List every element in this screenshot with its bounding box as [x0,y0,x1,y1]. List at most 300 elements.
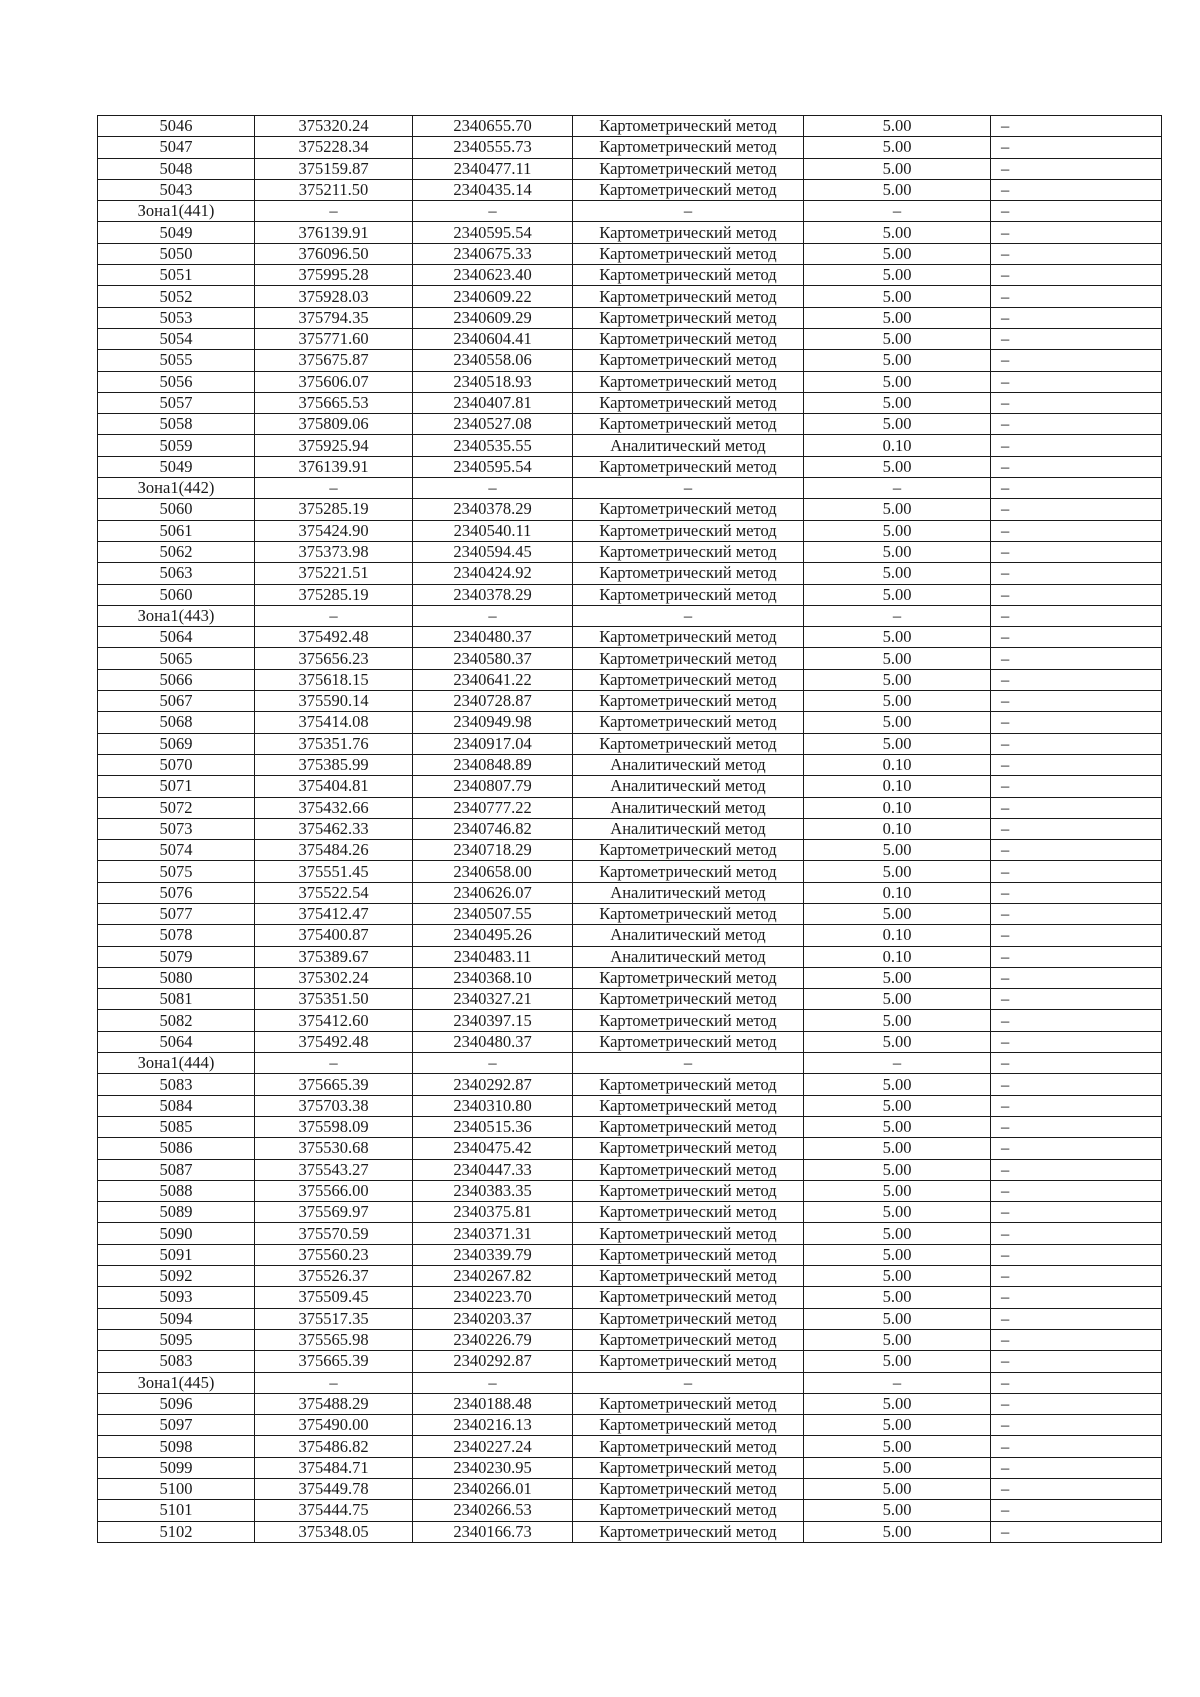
method-cell: Картометрический метод [573,541,804,562]
table-row [98,733,1162,754]
y-coordinate-cell: 2340949.98 [413,712,573,733]
x-coordinate-cell: 375221.51 [255,563,413,584]
x-coordinate-cell: – [255,605,413,626]
method-cell: Картометрический метод [573,499,804,520]
y-coordinate-cell: 2340609.22 [413,286,573,307]
note-cell: – [991,350,1162,371]
point-number-cell: 5101 [98,1500,255,1521]
point-number-cell: 5087 [98,1159,255,1180]
note-cell: – [991,1436,1162,1457]
method-cell: Картометрический метод [573,1095,804,1116]
method-cell: Картометрический метод [573,371,804,392]
method-cell: – [573,478,804,499]
table-row [98,1521,1162,1542]
x-coordinate-cell: 375484.71 [255,1457,413,1478]
x-coordinate-cell: 375320.24 [255,116,413,137]
accuracy-cell: 5.00 [804,648,991,669]
x-coordinate-cell: 375522.54 [255,882,413,903]
note-cell: – [991,776,1162,797]
point-number-cell: 5091 [98,1244,255,1265]
note-cell: – [991,1500,1162,1521]
y-coordinate-cell: 2340777.22 [413,797,573,818]
point-number-cell: 5080 [98,967,255,988]
point-number-cell: 5076 [98,882,255,903]
accuracy-cell: 5.00 [804,669,991,690]
accuracy-cell: 5.00 [804,1308,991,1329]
table-row [98,563,1162,584]
table-row [98,1415,1162,1436]
method-cell: Аналитический метод [573,882,804,903]
y-coordinate-cell: – [413,605,573,626]
note-cell: – [991,1244,1162,1265]
table-row [98,1010,1162,1031]
x-coordinate-cell: 375449.78 [255,1479,413,1500]
x-coordinate-cell: 375606.07 [255,371,413,392]
accuracy-cell: 0.10 [804,946,991,967]
accuracy-cell: 5.00 [804,1180,991,1201]
coordinates-table [97,115,1162,1543]
table-row [98,520,1162,541]
method-cell: – [573,605,804,626]
x-coordinate-cell: 376139.91 [255,456,413,477]
method-cell: Картометрический метод [573,137,804,158]
point-number-cell: 5094 [98,1308,255,1329]
table-row [98,371,1162,392]
table-row [98,392,1162,413]
y-coordinate-cell: 2340495.26 [413,925,573,946]
table-row [98,1244,1162,1265]
accuracy-cell: 5.00 [804,222,991,243]
accuracy-cell: 5.00 [804,116,991,137]
x-coordinate-cell: 375675.87 [255,350,413,371]
y-coordinate-cell: 2340917.04 [413,733,573,754]
x-coordinate-cell: 375285.19 [255,499,413,520]
y-coordinate-cell: 2340746.82 [413,818,573,839]
y-coordinate-cell: 2340227.24 [413,1436,573,1457]
accuracy-cell: – [804,1053,991,1074]
y-coordinate-cell: 2340540.11 [413,520,573,541]
x-coordinate-cell: 375928.03 [255,286,413,307]
y-coordinate-cell: 2340609.29 [413,307,573,328]
point-number-cell: 5079 [98,946,255,967]
point-number-cell: 5052 [98,286,255,307]
point-number-cell: 5067 [98,691,255,712]
accuracy-cell: – [804,201,991,222]
method-cell: Картометрический метод [573,222,804,243]
point-number-cell: 5086 [98,1138,255,1159]
point-number-cell: 5064 [98,627,255,648]
note-cell: – [991,371,1162,392]
table-row [98,1393,1162,1414]
accuracy-cell: – [804,605,991,626]
note-cell: – [991,989,1162,1010]
table-row [98,541,1162,562]
x-coordinate-cell: 375348.05 [255,1521,413,1542]
y-coordinate-cell: 2340507.55 [413,903,573,924]
note-cell: – [991,903,1162,924]
note-cell: – [991,818,1162,839]
method-cell: Картометрический метод [573,967,804,988]
method-cell: Картометрический метод [573,584,804,605]
accuracy-cell: 5.00 [804,1393,991,1414]
table-row [98,1138,1162,1159]
table-row [98,222,1162,243]
point-number-cell: 5097 [98,1415,255,1436]
method-cell: Картометрический метод [573,243,804,264]
accuracy-cell: 5.00 [804,456,991,477]
method-cell: Картометрический метод [573,1244,804,1265]
y-coordinate-cell: 2340595.54 [413,222,573,243]
accuracy-cell: 0.10 [804,882,991,903]
method-cell: Картометрический метод [573,1500,804,1521]
point-number-cell: 5082 [98,1010,255,1031]
x-coordinate-cell: 375566.00 [255,1180,413,1201]
note-cell: – [991,797,1162,818]
zone-header-row [98,1053,1162,1074]
accuracy-cell: 5.00 [804,1074,991,1095]
table-row [98,1116,1162,1137]
x-coordinate-cell: – [255,1372,413,1393]
x-coordinate-cell: 375373.98 [255,541,413,562]
point-number-cell: 5071 [98,776,255,797]
method-cell: Картометрический метод [573,563,804,584]
note-cell: – [991,627,1162,648]
note-cell: – [991,1074,1162,1095]
note-cell: – [991,712,1162,733]
table-row [98,499,1162,520]
note-cell: – [991,1393,1162,1414]
x-coordinate-cell: 375404.81 [255,776,413,797]
x-coordinate-cell: 375590.14 [255,691,413,712]
x-coordinate-cell: 375462.33 [255,818,413,839]
y-coordinate-cell: 2340435.14 [413,179,573,200]
point-number-cell: 5098 [98,1436,255,1457]
accuracy-cell: 5.00 [804,1031,991,1052]
table-row [98,328,1162,349]
note-cell: – [991,435,1162,456]
x-coordinate-cell: – [255,478,413,499]
point-number-cell: 5048 [98,158,255,179]
table-row [98,350,1162,371]
note-cell: – [991,1415,1162,1436]
y-coordinate-cell: 2340655.70 [413,116,573,137]
x-coordinate-cell: 375444.75 [255,1500,413,1521]
y-coordinate-cell: 2340339.79 [413,1244,573,1265]
note-cell: – [991,1479,1162,1500]
note-cell: – [991,1095,1162,1116]
note-cell: – [991,1351,1162,1372]
x-coordinate-cell: – [255,201,413,222]
method-cell: Картометрический метод [573,307,804,328]
x-coordinate-cell: 375665.39 [255,1074,413,1095]
point-number-cell: 5054 [98,328,255,349]
method-cell: Аналитический метод [573,435,804,456]
point-number-cell: 5063 [98,563,255,584]
y-coordinate-cell: 2340848.89 [413,754,573,775]
table-row [98,179,1162,200]
y-coordinate-cell: 2340407.81 [413,392,573,413]
table-row [98,265,1162,286]
y-coordinate-cell: 2340555.73 [413,137,573,158]
point-number-cell: 5043 [98,179,255,200]
method-cell: Картометрический метод [573,1308,804,1329]
note-cell: – [991,691,1162,712]
x-coordinate-cell: 375771.60 [255,328,413,349]
point-number-cell: 5075 [98,861,255,882]
accuracy-cell: 5.00 [804,1010,991,1031]
note-cell: – [991,1159,1162,1180]
y-coordinate-cell: 2340292.87 [413,1351,573,1372]
note-cell: – [991,116,1162,137]
table-row [98,1074,1162,1095]
accuracy-cell: 5.00 [804,350,991,371]
y-coordinate-cell: 2340310.80 [413,1095,573,1116]
y-coordinate-cell: – [413,478,573,499]
y-coordinate-cell: 2340230.95 [413,1457,573,1478]
point-number-cell: 5088 [98,1180,255,1201]
accuracy-cell: 5.00 [804,158,991,179]
y-coordinate-cell: 2340447.33 [413,1159,573,1180]
accuracy-cell: 5.00 [804,307,991,328]
point-number-cell: 5060 [98,584,255,605]
table-row [98,754,1162,775]
method-cell: Картометрический метод [573,414,804,435]
note-cell: – [991,733,1162,754]
accuracy-cell: 5.00 [804,1415,991,1436]
point-number-cell: Зона1(443) [98,605,255,626]
point-number-cell: 5060 [98,499,255,520]
note-cell: – [991,520,1162,541]
table-row [98,946,1162,967]
x-coordinate-cell: 375618.15 [255,669,413,690]
method-cell: Картометрический метод [573,1521,804,1542]
accuracy-cell: 5.00 [804,903,991,924]
method-cell: Картометрический метод [573,840,804,861]
y-coordinate-cell: 2340477.11 [413,158,573,179]
x-coordinate-cell: 375486.82 [255,1436,413,1457]
table-row [98,1266,1162,1287]
accuracy-cell: 5.00 [804,1159,991,1180]
note-cell: – [991,1372,1162,1393]
note-cell: – [991,328,1162,349]
note-cell: – [991,137,1162,158]
x-coordinate-cell: 375794.35 [255,307,413,328]
x-coordinate-cell: 375351.50 [255,989,413,1010]
method-cell: Аналитический метод [573,754,804,775]
x-coordinate-cell: 375484.26 [255,840,413,861]
accuracy-cell: 5.00 [804,371,991,392]
note-cell: – [991,754,1162,775]
table-row [98,648,1162,669]
x-coordinate-cell: 375925.94 [255,435,413,456]
table-row [98,967,1162,988]
note-cell: – [991,307,1162,328]
y-coordinate-cell: 2340623.40 [413,265,573,286]
x-coordinate-cell: 375656.23 [255,648,413,669]
point-number-cell: 5047 [98,137,255,158]
table-row [98,1223,1162,1244]
y-coordinate-cell: 2340216.13 [413,1415,573,1436]
zone-header-row [98,478,1162,499]
accuracy-cell: 5.00 [804,1266,991,1287]
point-number-cell: 5066 [98,669,255,690]
accuracy-cell: 5.00 [804,328,991,349]
note-cell: – [991,1308,1162,1329]
table-row [98,797,1162,818]
table-row [98,1202,1162,1223]
accuracy-cell: 5.00 [804,1287,991,1308]
accuracy-cell: 0.10 [804,754,991,775]
note-cell: – [991,1031,1162,1052]
note-cell: – [991,605,1162,626]
note-cell: – [991,201,1162,222]
accuracy-cell: 5.00 [804,520,991,541]
x-coordinate-cell: 375414.08 [255,712,413,733]
method-cell: Аналитический метод [573,797,804,818]
method-cell: Картометрический метод [573,179,804,200]
y-coordinate-cell: 2340223.70 [413,1287,573,1308]
method-cell: Картометрический метод [573,1287,804,1308]
x-coordinate-cell: 375569.97 [255,1202,413,1223]
point-number-cell: 5065 [98,648,255,669]
accuracy-cell: 5.00 [804,840,991,861]
table-row [98,776,1162,797]
note-cell: – [991,1010,1162,1031]
method-cell: – [573,1053,804,1074]
method-cell: Картометрический метод [573,1329,804,1350]
accuracy-cell: 5.00 [804,541,991,562]
y-coordinate-cell: 2340378.29 [413,584,573,605]
table-row [98,456,1162,477]
x-coordinate-cell: 375488.29 [255,1393,413,1414]
method-cell: Картометрический метод [573,456,804,477]
method-cell: Картометрический метод [573,1436,804,1457]
accuracy-cell: 5.00 [804,1500,991,1521]
method-cell: Картометрический метод [573,1457,804,1478]
accuracy-cell: – [804,478,991,499]
zone-header-row [98,201,1162,222]
accuracy-cell: 5.00 [804,967,991,988]
note-cell: – [991,456,1162,477]
y-coordinate-cell: 2340480.37 [413,1031,573,1052]
method-cell: Картометрический метод [573,116,804,137]
method-cell: Картометрический метод [573,350,804,371]
note-cell: – [991,286,1162,307]
accuracy-cell: 5.00 [804,1479,991,1500]
table-row [98,1457,1162,1478]
point-number-cell: 5050 [98,243,255,264]
note-cell: – [991,946,1162,967]
accuracy-cell: 0.10 [804,797,991,818]
point-number-cell: 5100 [98,1479,255,1500]
point-number-cell: 5077 [98,903,255,924]
y-coordinate-cell: 2340718.29 [413,840,573,861]
table-row [98,307,1162,328]
note-cell: – [991,222,1162,243]
y-coordinate-cell: 2340595.54 [413,456,573,477]
x-coordinate-cell: 375490.00 [255,1415,413,1436]
note-cell: – [991,414,1162,435]
note-cell: – [991,265,1162,286]
point-number-cell: 5074 [98,840,255,861]
method-cell: – [573,1372,804,1393]
accuracy-cell: 5.00 [804,989,991,1010]
accuracy-cell: 5.00 [804,286,991,307]
point-number-cell: Зона1(441) [98,201,255,222]
table-row [98,1479,1162,1500]
point-number-cell: 5069 [98,733,255,754]
note-cell: – [991,840,1162,861]
table-row [98,818,1162,839]
point-number-cell: 5090 [98,1223,255,1244]
table-row [98,286,1162,307]
note-cell: – [991,1116,1162,1137]
method-cell: Картометрический метод [573,989,804,1010]
x-coordinate-cell: 375509.45 [255,1287,413,1308]
method-cell: Картометрический метод [573,1138,804,1159]
point-number-cell: 5058 [98,414,255,435]
point-number-cell: 5093 [98,1287,255,1308]
table-row [98,1031,1162,1052]
method-cell: Картометрический метод [573,1415,804,1436]
accuracy-cell: 5.00 [804,691,991,712]
zone-header-row [98,605,1162,626]
accuracy-cell: 5.00 [804,1116,991,1137]
accuracy-cell: 5.00 [804,265,991,286]
x-coordinate-cell: 375424.90 [255,520,413,541]
table-row [98,1180,1162,1201]
y-coordinate-cell: 2340383.35 [413,1180,573,1201]
note-cell: – [991,541,1162,562]
accuracy-cell: 5.00 [804,1223,991,1244]
method-cell: Картометрический метод [573,520,804,541]
point-number-cell: 5078 [98,925,255,946]
point-number-cell: 5081 [98,989,255,1010]
y-coordinate-cell: 2340375.81 [413,1202,573,1223]
y-coordinate-cell: 2340594.45 [413,541,573,562]
point-number-cell: 5057 [98,392,255,413]
y-coordinate-cell: 2340604.41 [413,328,573,349]
y-coordinate-cell: 2340292.87 [413,1074,573,1095]
point-number-cell: 5049 [98,456,255,477]
point-number-cell: 5099 [98,1457,255,1478]
accuracy-cell: 5.00 [804,1095,991,1116]
method-cell: Картометрический метод [573,392,804,413]
point-number-cell: 5056 [98,371,255,392]
note-cell: – [991,1266,1162,1287]
accuracy-cell: 5.00 [804,712,991,733]
table-row [98,243,1162,264]
accuracy-cell: 5.00 [804,1244,991,1265]
x-coordinate-cell: 375665.53 [255,392,413,413]
accuracy-cell: 5.00 [804,733,991,754]
y-coordinate-cell: 2340266.01 [413,1479,573,1500]
method-cell: Картометрический метод [573,1010,804,1031]
method-cell: Картометрический метод [573,648,804,669]
x-coordinate-cell: 376096.50 [255,243,413,264]
x-coordinate-cell: 375159.87 [255,158,413,179]
method-cell: Картометрический метод [573,1351,804,1372]
table-row [98,137,1162,158]
note-cell: – [991,861,1162,882]
y-coordinate-cell: 2340626.07 [413,882,573,903]
table-row [98,840,1162,861]
note-cell: – [991,1138,1162,1159]
table-row [98,669,1162,690]
table-row [98,861,1162,882]
y-coordinate-cell: 2340368.10 [413,967,573,988]
x-coordinate-cell: 375517.35 [255,1308,413,1329]
